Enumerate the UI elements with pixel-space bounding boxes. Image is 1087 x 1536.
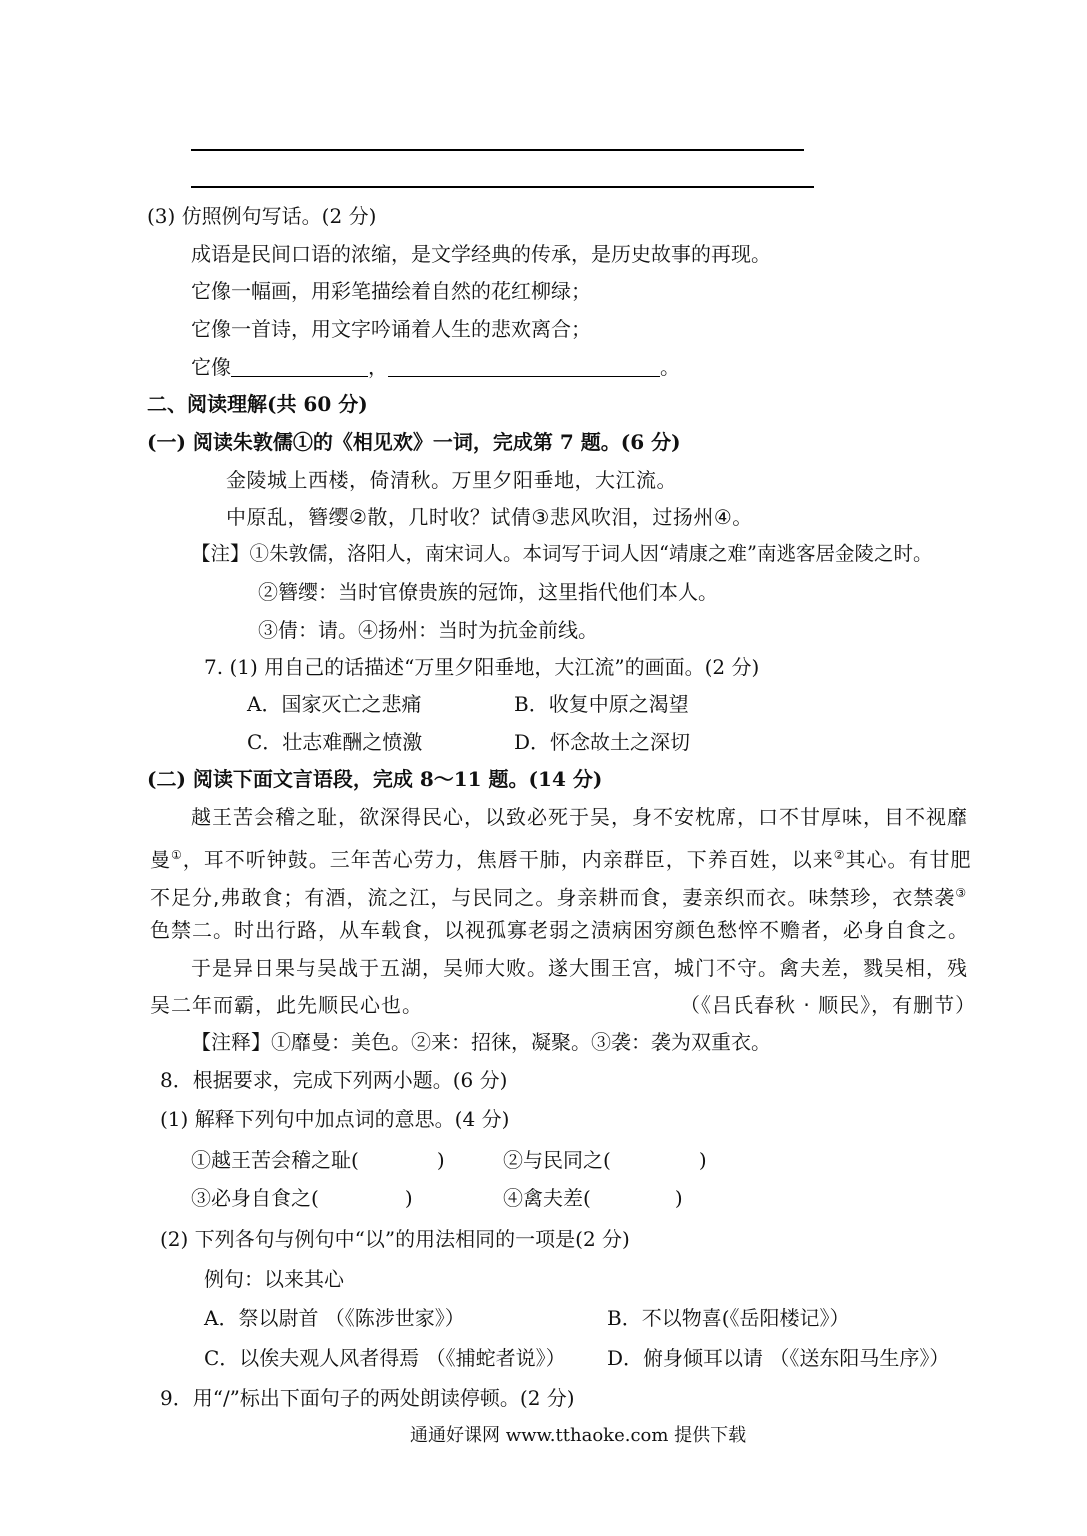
passage-p1-line-3 [150,880,967,911]
answer-line-2 [191,186,814,188]
section-2-heading: 二、阅读理解(共 60 分) [147,392,368,416]
q8-sub-1: (1) 解释下列句中加点词的意思。(4 分) [160,1107,510,1131]
q8-option-c: C．以俟夫观人风者得焉 （《捕蛇者说》） [204,1346,566,1370]
q7-prompt: 7. (1) 用自己的话描述“万里夕阳垂地，大江流”的画面。(2 分) [204,655,760,679]
poem-note-3: ③倩：请。④扬州：当时为抗金前线。 [258,618,598,642]
poem-note-2: ②簪缨：当时官僚贵族的冠饰，这里指代他们本人。 [258,580,718,604]
passage-notes: 【注释】①靡曼：美色。②来：招徕，凝聚。③袭：袭为双重衣。 [191,1030,771,1054]
q8-item-1-text: ①越王苦会稽之耻( [191,1148,359,1172]
passage-text: 曼 [150,847,171,872]
q8-example: 例句：以来其心 [204,1267,344,1291]
poem-line-2: 中原乱，簪缨②散，几时收？试倩③悲风吹泪，过扬州④。 [226,505,753,529]
passage-text: 其心。有甘肥 [845,847,972,872]
q8-item-4 [503,1185,683,1211]
q3-example-line-2: 它像一幅画，用彩笔描绘着自然的花红柳绿； [191,279,591,303]
q8-option-b: B．不以物喜(《岳阳楼记》） [607,1306,850,1330]
close-paren: ) [436,1148,445,1172]
passage-text: 不足分,弗敢食；有酒，流之江，与民同之。身亲耕而食，妻亲织而衣。味禁珍，衣禁袭 [150,885,956,910]
q3-fill-comma: ， [368,355,388,379]
q8-item-3 [191,1185,413,1211]
q8-item-4-text: ④禽夫差( [503,1186,591,1210]
passage-source: （《吕氏春秋 · 顺民》，有删节） [680,993,977,1017]
footnote-marker-2: ② [833,848,846,862]
passage-p1-line-4: 色禁二。时出行路，从车载食，以视孤寡老弱之渍病困穷颜色愁悴不赡者，必身自食之。 [150,918,969,942]
q8-option-a: A．祭以尉首 （《陈涉世家》） [204,1306,465,1330]
answer-line-1 [191,149,804,151]
footnote-marker-3: ③ [955,886,968,900]
q3-fill-line [191,354,680,380]
q8-heading: 8．根据要求，完成下列两小题。(6 分) [160,1068,508,1092]
passage-p1-line-1: 越王苦会稽之耻，欲深得民心，以致必死于吴，身不安枕席，口不甘厚味，目不视靡 [191,805,968,829]
q8-item-1 [191,1147,445,1173]
q3-example-line-1: 成语是民间口语的浓缩，是文学经典的传承，是历史故事的再现。 [191,242,771,266]
passage-p2-line-2: 吴二年而霸，此先顺民心也。 [150,993,423,1017]
q7-option-a: A．国家灭亡之悲痛 [247,692,422,716]
q8-item-2-text: ②与民同之( [503,1148,611,1172]
q7-option-c: C．壮志难酬之愤激 [247,730,423,754]
poem-line-1: 金陵城上西楼，倚清秋。万里夕阳垂地，大江流。 [226,468,677,492]
close-paren: ) [698,1148,707,1172]
part-1-heading: (一) 阅读朱敦儒①的《相见欢》一词，完成第 7 题。(6 分) [147,430,681,454]
q8-item-2 [503,1147,707,1173]
close-paren: ) [404,1186,413,1210]
part-2-heading: (二) 阅读下面文言语段，完成 8～11 题。(14 分) [147,767,603,791]
q8-sub-2: (2) 下列各句与例句中“以”的用法相同的一项是(2 分) [160,1227,630,1251]
passage-text: ，耳不听钟鼓。三年苦心劳力，焦唇干肺，内亲群臣，下养百姓，以来 [182,847,834,872]
q3-fill-end: 。 [660,355,680,379]
q3-prompt: (3) 仿照例句写话。(2 分) [147,204,377,228]
q9-prompt: 9．用“/”标出下面句子的两处朗读停顿。(2 分) [160,1386,575,1410]
footnote-marker-1: ① [171,848,183,862]
q3-blank-1[interactable] [231,356,368,377]
q3-example-line-3: 它像一首诗，用文字吟诵着人生的悲欢离合； [191,317,591,341]
passage-p2-line-1: 于是异日果与吴战于五湖，吴师大败。遂大围王宫，城门不守。禽夫差，戮吴相，残 [191,956,968,980]
q8-option-d: D．俯身倾耳以请 （《送东阳马生序》） [607,1346,950,1370]
q7-option-d: D．怀念故土之深切 [514,730,691,754]
page-footer: 通通好课网 www.tthaoke.com 提供下载 [410,1425,747,1446]
q3-blank-2[interactable] [388,356,660,377]
close-paren: ) [674,1186,683,1210]
q7-option-b: B．收复中原之渴望 [514,692,689,716]
passage-p1-line-2 [150,842,972,873]
q8-item-3-text: ③必身自食之( [191,1186,319,1210]
poem-note-1: 【注】①朱敦儒，洛阳人，南宋词人。本词写于词人因“靖康之难”南逃客居金陵之时。 [191,542,933,565]
q3-fill-start: 它像 [191,355,231,379]
